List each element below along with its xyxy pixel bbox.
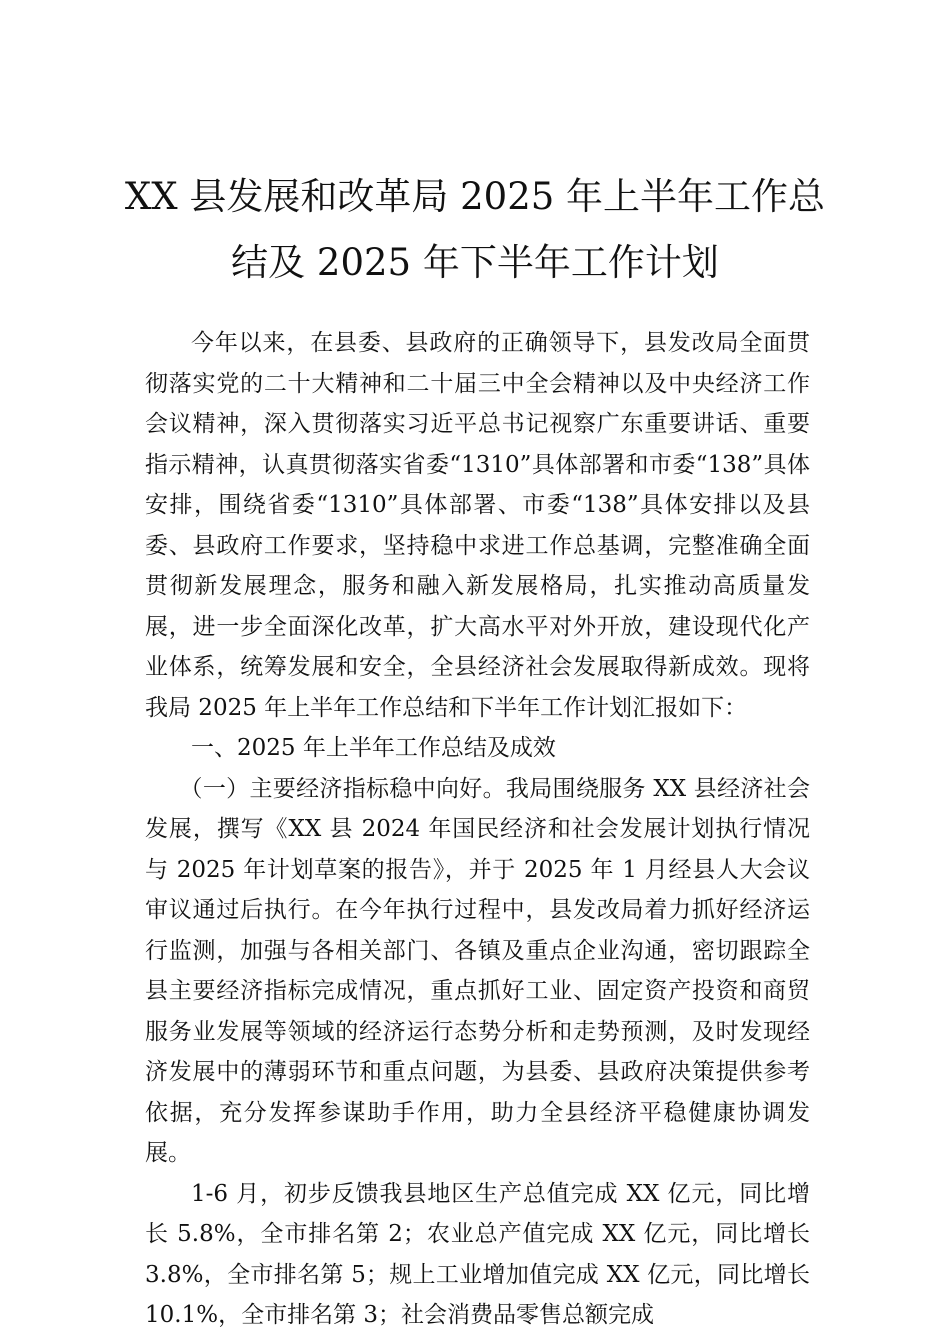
document-title-line-2: 结及 2025 年下半年工作计划: [231, 241, 719, 284]
indicators-paragraph: 1-6 月，初步反馈我县地区生产总值完成 XX 亿元，同比增长 5.8%，全市排名第 2；农业总产值完成 XX 亿元，同比增长 3.8%，全市排名第 5；规上工业增加值完成 XX 亿元，同比增长 10.1%，全市排名第 3；社会消费品零售总额完成: [145, 1180, 810, 1328]
document-title-line-1: XX 县发展和改革局 2025 年上半年工作总: [124, 175, 826, 218]
subsection-paragraph: （一）主要经济指标稳中向好。我局围绕服务 XX 县经济社会发展，撰写《XX 县 2024 年国民经济和社会发展计划执行情况与 2025 年计划草案的报告》，并于 2025 年 1 月经县人大会议审议通过后执行。在今年执行过程中，县发改局着力抓好经济运行监测，加强与各相关部门、各镇及重点企业沟通，密切跟踪全县主要经济指标完成情况，重点抓好工业、固定资产投资和商贸服务业发展等领域的经济运行态势分析和走势预测，及时发现经济发展中的薄弱环节和重点问题，为县委、县政府决策提供参考依据，充分发挥参谋助手作用，助力全县经济平稳健康协调发展。: [145, 775, 810, 1166]
intro-paragraph: 今年以来，在县委、县政府的正确领导下，县发改局全面贯彻落实党的二十大精神和二十届三中全会精神以及中央经济工作会议精神，深入贯彻落实习近平总书记视察广东重要讲话、重要指示精神，认真贯彻落实省委“1310”具体部署和市委“138”具体安排，围绕省委“1310”具体部署、市委“138”具体安排以及县委、县政府工作要求，坚持稳中求进工作总基调，完整准确全面贯彻新发展理念，服务和融入新发展格局，扎实推动高质量发展，进一步全面深化改革，扩大高水平对外开放，建设现代化产业体系，统筹发展和安全，全县经济社会发展取得新成效。现将我局 2025 年上半年工作总结和下半年工作计划汇报如下：: [145, 330, 810, 721]
section-heading: 一、2025 年上半年工作总结及成效: [191, 735, 556, 761]
document-body: [145, 323, 810, 1336]
